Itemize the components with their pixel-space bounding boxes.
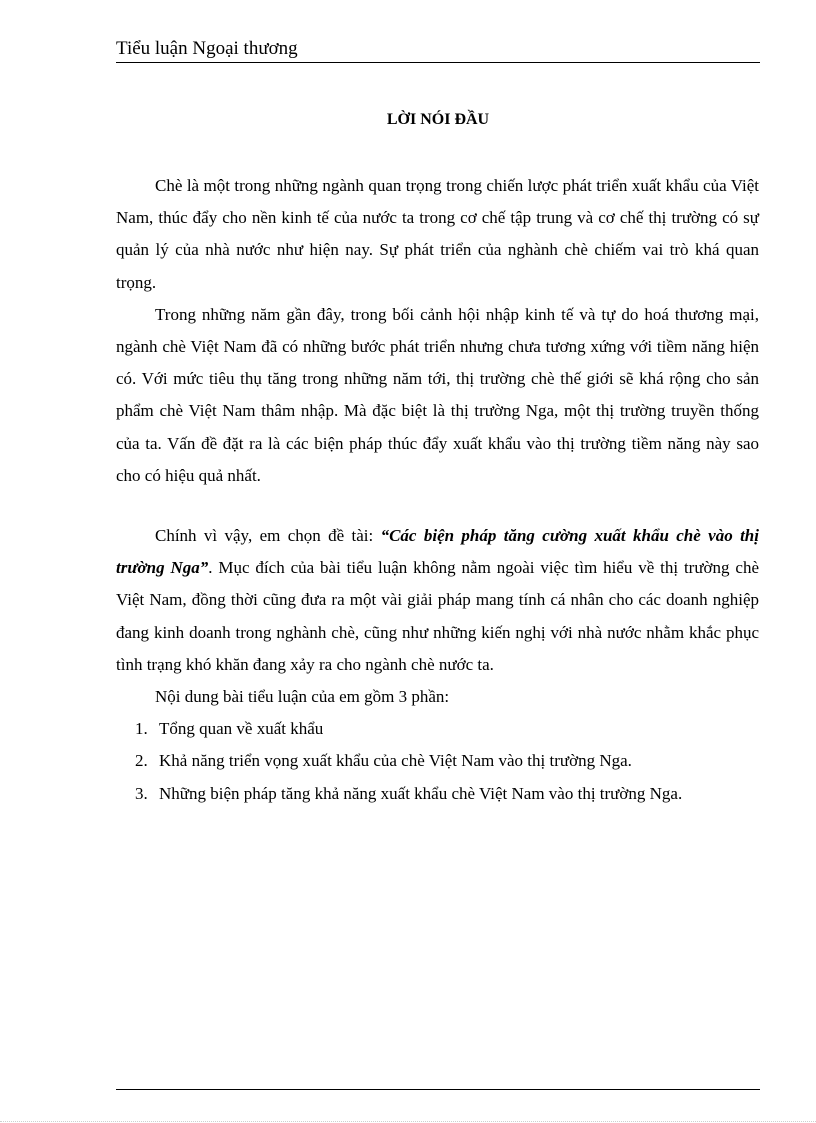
list-item-text: Khả năng triển vọng xuất khẩu của chè Việt Nam vào thị trường Nga. <box>159 751 632 771</box>
header-divider <box>116 62 760 63</box>
footer-divider <box>116 1089 760 1090</box>
running-header: Tiểu luận Ngoại thương <box>116 38 298 59</box>
document-body <box>116 170 759 810</box>
paragraph-3 <box>116 520 759 681</box>
topic-title: “Các biện pháp tăng cường xuất khẩu chè vào thị trường Nga” <box>116 526 759 578</box>
paragraph-1: Chè là một trong những ngành quan trọng trong chiến lược phát triển xuất khẩu của Việt Nam, thúc đẩy cho nền kinh tế của nước ta trong cơ chế tập trung và cơ chế thị trường có sự quản lý của nhà nước như hiện nay. Sự phát triển của nghành chè chiếm vai trò khá quan trọng. <box>116 176 759 292</box>
contents-list <box>116 713 759 810</box>
list-item-number: 2. <box>135 751 148 771</box>
list-item <box>116 713 759 745</box>
list-item-number: 1. <box>135 719 148 739</box>
page-title: LỜI NÓI ĐẦU <box>386 111 490 128</box>
paragraph-3-rest: . Mục đích của bài tiểu luận không nằm ngoài việc tìm hiểu về thị trường chè Việt Nam, đồng thời cũng đưa ra một vài giải pháp mang tính cá nhân cho các doanh nghiệp đang kinh doanh trong nghành chè, cũng như những kiến nghị với nhà nước nhằm khắc phục tình trạng khó khăn đang xảy ra cho ngành chè nước ta. <box>116 558 759 674</box>
page-boundary <box>0 1121 816 1122</box>
paragraph-3-intro: Chính vì vậy, em chọn đề tài: <box>155 526 381 546</box>
list-item-text: Những biện pháp tăng khả năng xuất khẩu chè Việt Nam vào thị trường Nga. <box>159 783 683 803</box>
list-item <box>116 778 759 810</box>
paragraph-4: Nội dung bài tiểu luận của em gồm 3 phần: <box>155 687 450 707</box>
paragraph-2: Trong những năm gần đây, trong bối cảnh hội nhập kinh tế và tự do hoá thương mại, ngành chè Việt Nam đã có những bước phát triển nhưng chưa tương xứng với tiềm năng hiện có. Với mức tiêu thụ tăng trong những năm tới, thị trường chè thế giới sẽ khá rộng cho sản phẩm chè Việt Nam thâm nhập. Mà đặc biệt là thị trường Nga, một thị trường truyền thống của ta. Vấn đề đặt ra là các biện pháp thúc đẩy xuất khẩu vào thị trường tiềm năng này sao cho có hiệu quả nhất. <box>116 304 759 485</box>
list-item-text: Tổng quan về xuất khẩu <box>159 719 324 739</box>
list-item <box>116 745 759 777</box>
paragraph-spacer <box>116 492 759 520</box>
list-item-number: 3. <box>135 783 148 803</box>
